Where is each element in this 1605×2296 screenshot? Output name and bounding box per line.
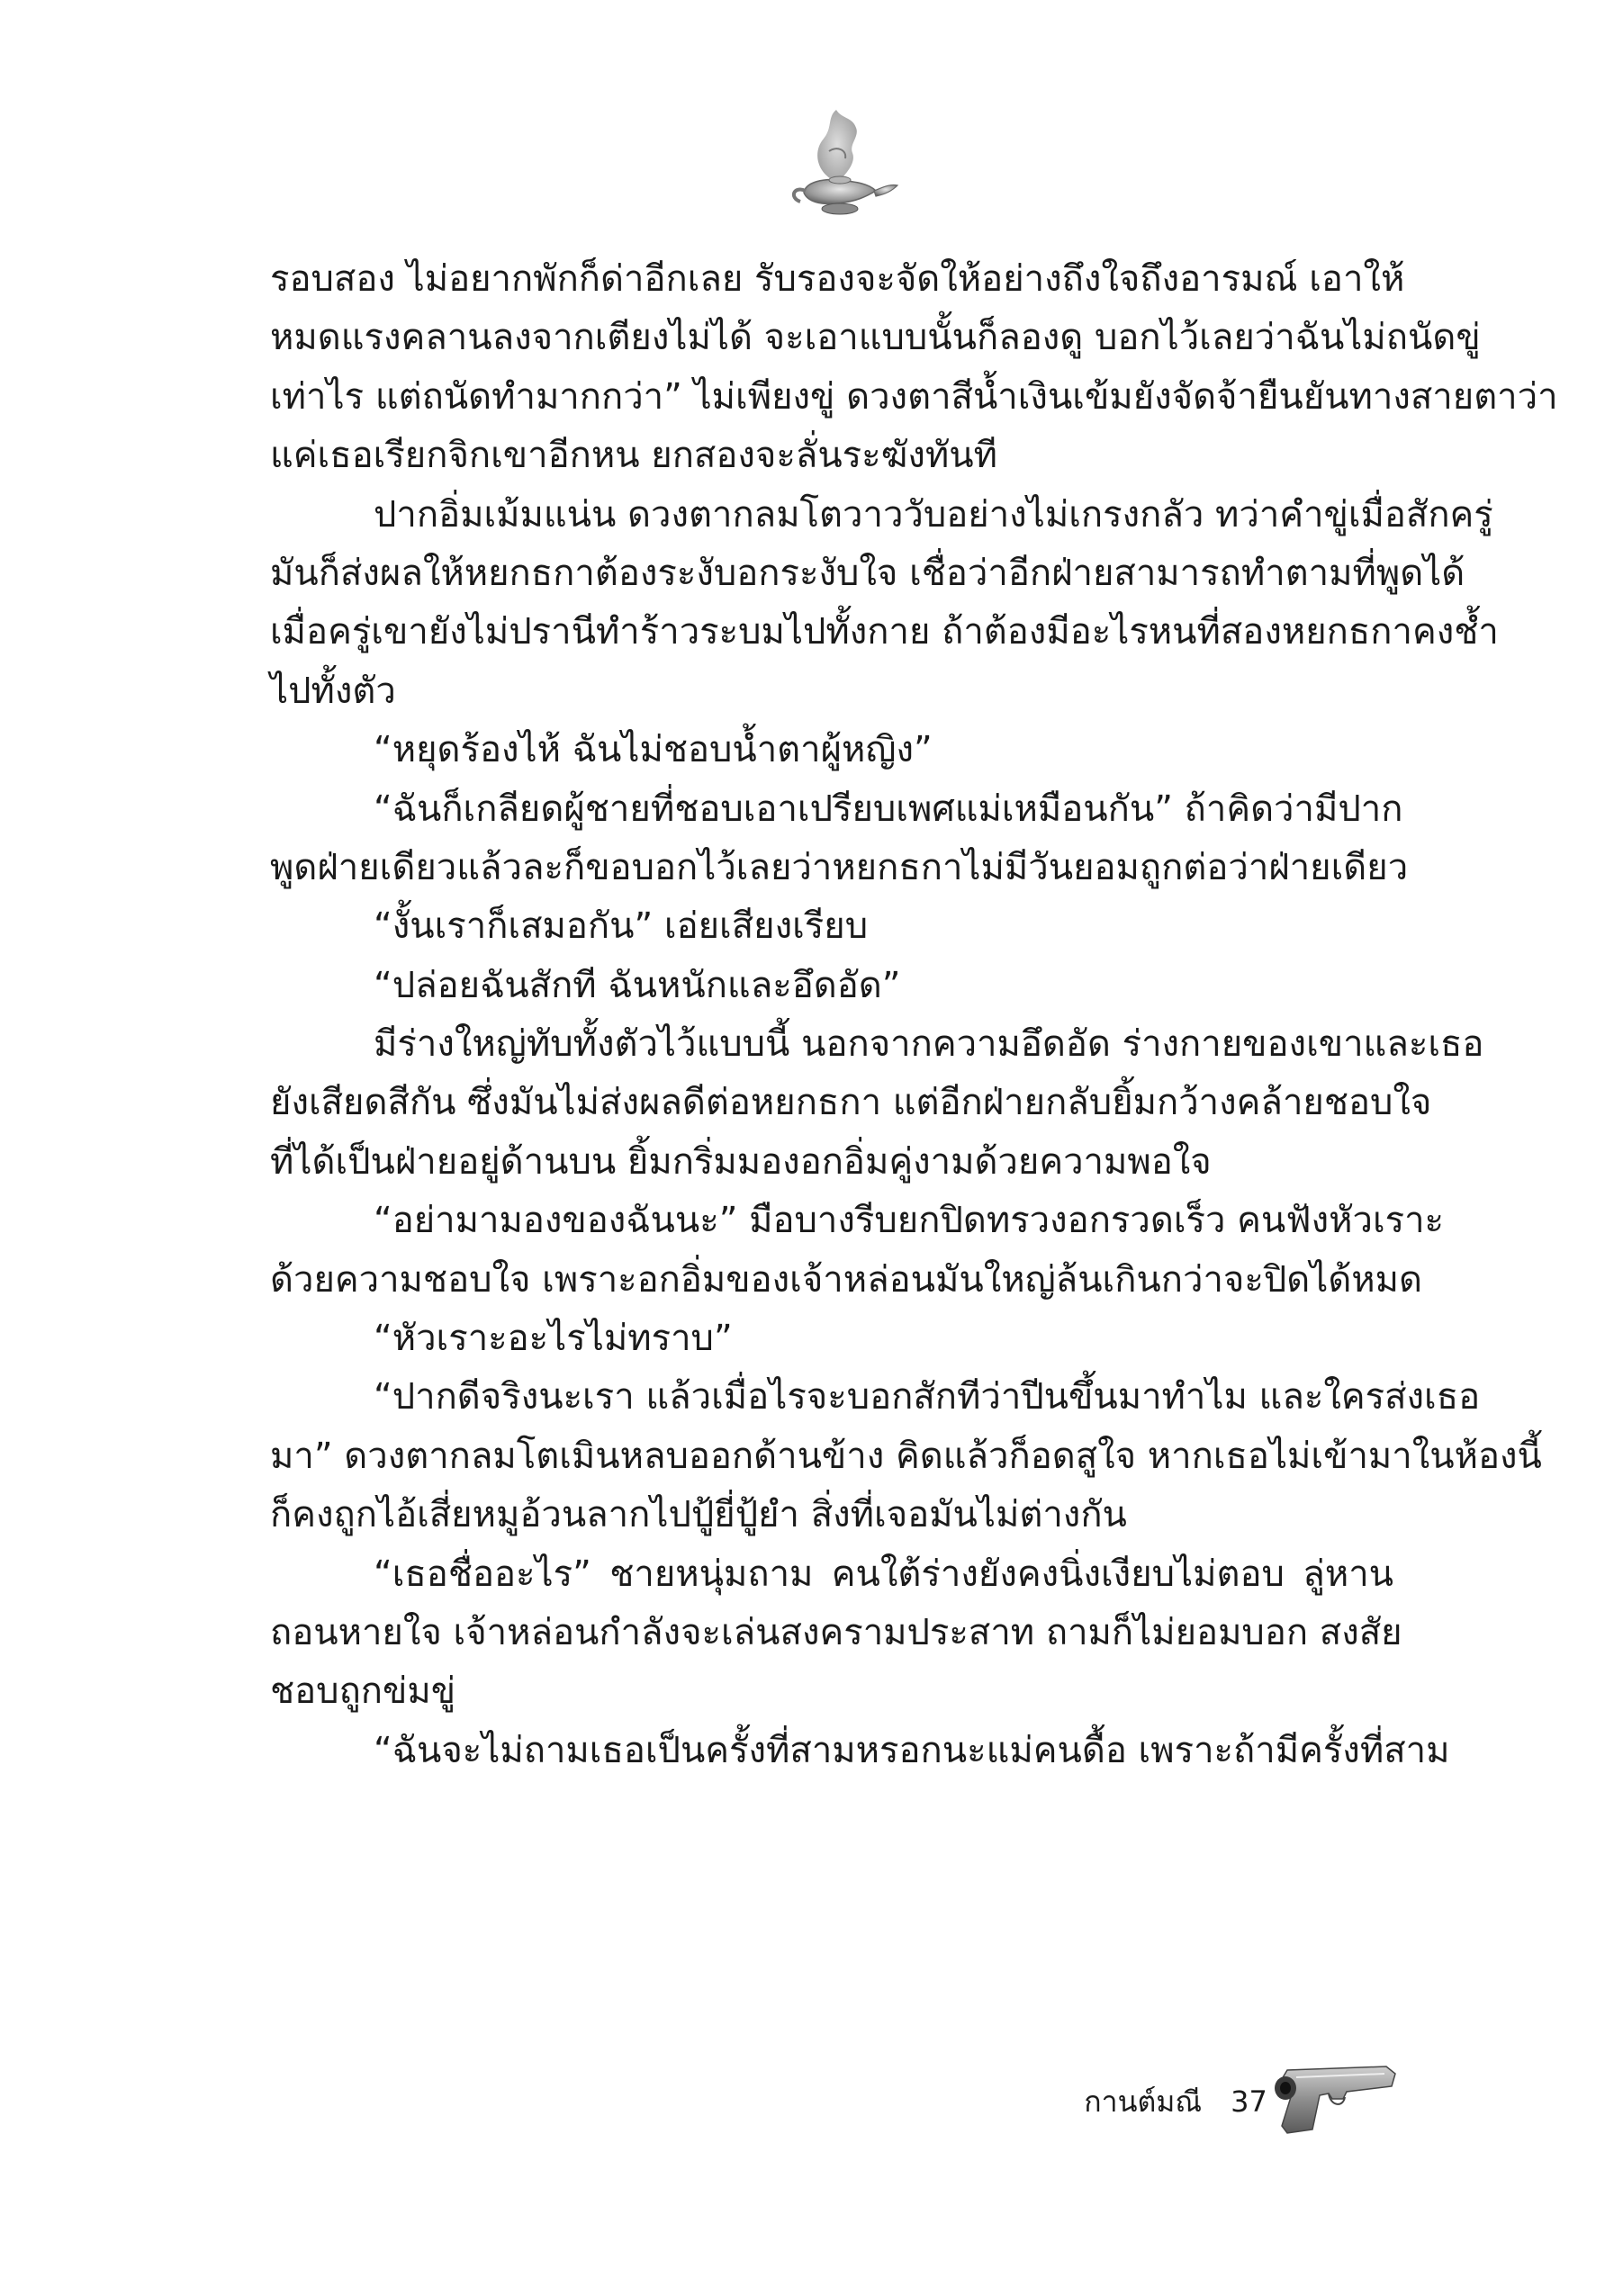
text-line: ชอบถูกข่มขู่ [270,1670,456,1713]
dialogue-line: “งั้นเราก็เสมอกัน” เอ่ยเสียงเรียบ [374,905,869,948]
text-line: มา” ดวงตากลมโตเมินหลบออกด้านข้าง คิดแล้วก็อดสูใจ หากเธอไม่เข้ามาในห้องนี้ [270,1435,1542,1477]
text-line: ยังเสียดสีกัน ซึ่งมันไม่ส่งผลดีต่อหยกธกา แต่อีกฝ่ายกลับยิ้มกว้างคล้ายชอบใจ [270,1082,1432,1124]
genie-lamp-icon [770,97,905,232]
text-line: รอบสอง ไม่อยากพักก็ด่าอีกเลย รับรองจะจัดให้อย่างถึงใจถึงอารมณ์ เอาให้ [270,258,1405,300]
text-line: เมื่อครู่เขายังไม่ปรานีทำร้าวระบมไปทั้งกาย ถ้าต้องมีอะไรหนที่สองหยกธกาคงช้ำ [270,611,1499,653]
dialogue-line: “ปากดีจริงนะเรา แล้วเมื่อไรจะบอกสักทีว่าปีนขึ้นมาทำไม และใครส่งเธอ [374,1376,1481,1418]
dialogue-line: “เธอชื่ออะไร” ชายหนุ่มถาม คนใต้ร่างยังคงนิ่งเงียบไม่ตอบ ลู่หาน [374,1553,1393,1595]
dialogue-line: “ปล่อยฉันสักที ฉันหนักและอึดอัด” [374,964,901,1006]
body-text [270,250,1558,1780]
text-line: ถอนหายใจ เจ้าหล่อนกำลังจะเล่นสงครามประสาท ถามก็ไม่ยอมบอก สงสัย [270,1611,1402,1653]
text-line: มันก็ส่งผลให้หยกธกาต้องระงับอกระงับใจ เชื่อว่าอีกฝ่ายสามารถทำตามที่พูดได้ [270,552,1465,594]
book-title: กานต์มณี [1084,2084,1202,2119]
text-line: ที่ได้เป็นฝ่ายอยู่ด้านบน ยิ้มกริ่มมองอกอิ่มคู่งามด้วยความพอใจ [270,1140,1212,1183]
dialogue-line: “ฉันจะไม่ถามเธอเป็นครั้งที่สามหรอกนะแม่คนดื้อ เพราะถ้ามีครั้งที่สาม [374,1729,1450,1771]
paragraph-first-line: ปากอิ่มเม้มแน่น ดวงตากลมโตวาววับอย่างไม่เกรงกลัว ทว่าคำขู่เมื่อสักครู่ [374,493,1493,536]
text-line: พูดฝ่ายเดียวแล้วละก็ขอบอกไว้เลยว่าหยกธกาไม่มีวันยอมถูกต่อว่าฝ่ายเดียว [270,846,1409,888]
text-line: หมดแรงคลานลงจากเตียงไม่ได้ จะเอาแบบนั้นก็ลองดู บอกไว้เลยว่าฉันไม่ถนัดขู่ [270,317,1481,359]
dialogue-line: “หยุดร้องไห้ ฉันไม่ชอบน้ำตาผู้หญิง” [374,729,933,771]
pistol-icon [1260,2043,1404,2142]
dialogue-line: “หัวเราะอะไรไม่ทราบ” [374,1318,733,1360]
page-number: 37 [1231,2084,1267,2119]
page-footer [1035,2075,1267,2129]
text-line: ด้วยความชอบใจ เพราะอกอิ่มของเจ้าหล่อนมันใหญ่ล้นเกินกว่าจะปิดได้หมด [270,1258,1422,1301]
text-line: ก็คงถูกไอ้เสี่ยหมูอ้วนลากไปปู้ยี่ปู้ยำ สิ่งที่เจอมันไม่ต่างกัน [270,1494,1127,1536]
text-line: ไปทั้งตัว [270,670,396,712]
text-line: แค่เธอเรียกจิกเขาอีกหน ยกสองจะลั่นระฆังทันที [270,435,997,477]
dialogue-line: “ฉันก็เกลียดผู้ชายที่ชอบเอาเปรียบเพศแม่เหมือนกัน” ถ้าคิดว่ามีปาก [374,788,1403,830]
paragraph-first-line: มีร่างใหญ่ทับทั้งตัวไว้แบบนี้ นอกจากความอึดอัด ร่างกายของเขาและเธอ [374,1023,1484,1066]
dialogue-line: “อย่ามามองของฉันนะ” มือบางรีบยกปิดทรวงอกรวดเร็ว คนฟังหัวเราะ [374,1200,1445,1242]
text-line: เท่าไร แต่ถนัดทำมากกว่า” ไม่เพียงขู่ ดวงตาสีน้ำเงินเข้มยังจัดจ้ายืนยันทางสายตาว่า [270,375,1558,418]
